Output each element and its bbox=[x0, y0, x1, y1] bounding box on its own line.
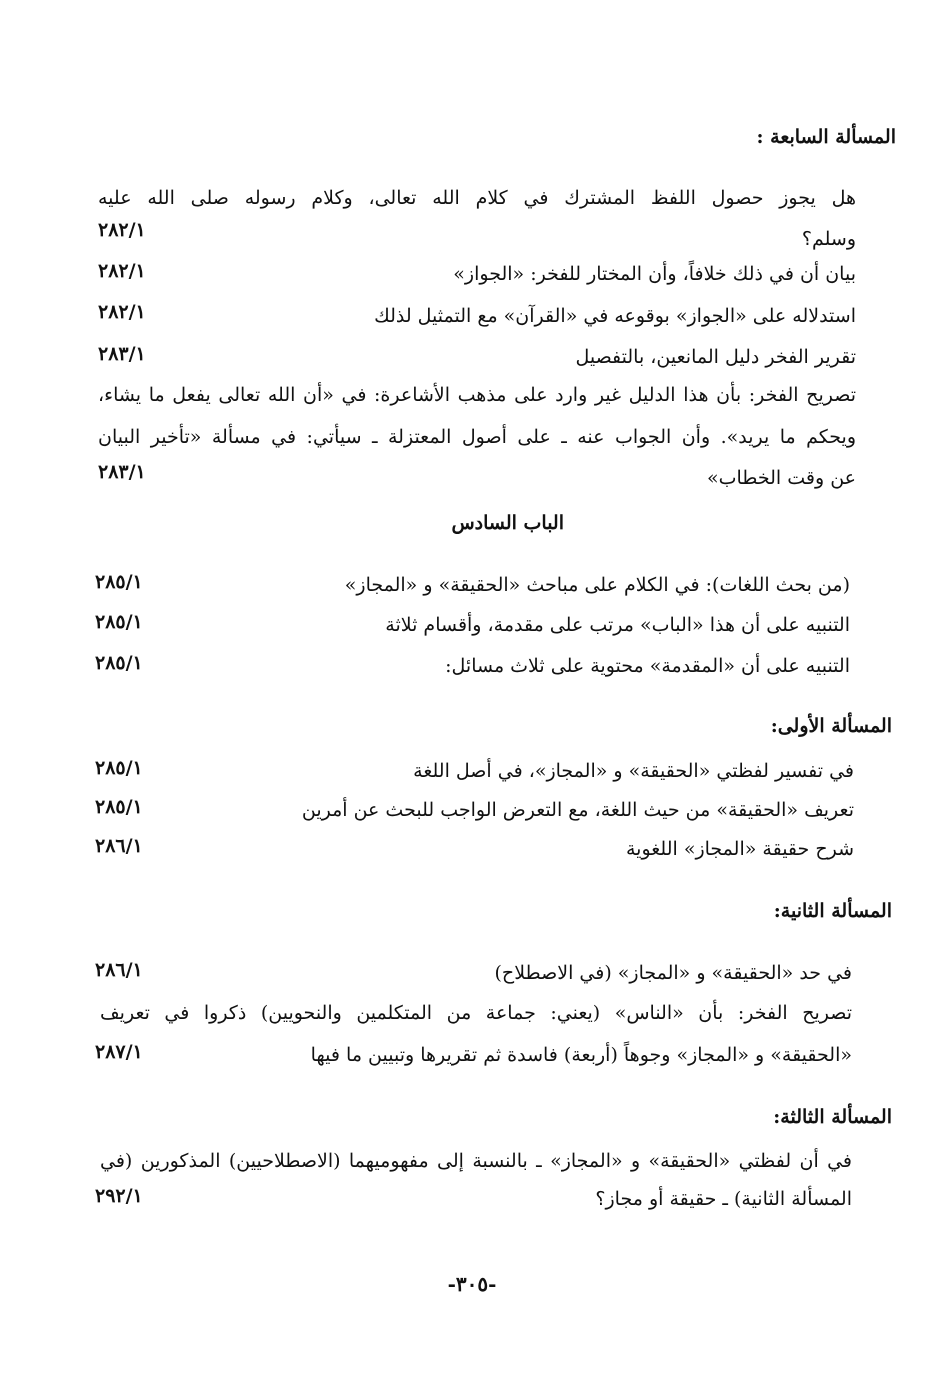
section-heading-first: المسألة الأولى: bbox=[770, 715, 892, 737]
page-number: -٣٠٥- bbox=[447, 1272, 497, 1296]
section-heading-seventh: المسألة السابعة : bbox=[756, 126, 896, 148]
page-reference: ٢٨٥/١ bbox=[95, 652, 143, 674]
page-reference: ٢٨٥/١ bbox=[95, 796, 143, 818]
entry-line: ويحكم ما يريد». وأن الجواب عنه ـ على أصول المعتزلة ـ سيأتي: في مسألة «تأخير البيان bbox=[98, 426, 856, 448]
entry-line: استدلاله على «الجواز» بوقوعه في «القرآن» مع التمثيل لذلك bbox=[374, 305, 856, 327]
entry-line: في أن لفظتي «الحقيقة» و «المجاز» ـ بالنسبة إلى مفهوميهما (الاصطلاحيين) المذكورين (في bbox=[100, 1150, 852, 1172]
entry-line: تصريح الفخر: بأن «الناس» (يعني: جماعة من المتكلمين والنحويين) ذكروا في تعريف bbox=[100, 1002, 852, 1024]
page-reference: ٢٩٢/١ bbox=[95, 1185, 143, 1207]
page-reference: ٢٨٥/١ bbox=[95, 757, 143, 779]
page-reference: ٢٨٢/١ bbox=[98, 260, 146, 282]
page-reference: ٢٨٥/١ bbox=[95, 571, 143, 593]
entry-line: (من بحث اللغات): في الكلام على مباحث «الحقيقة» و «المجاز» bbox=[344, 574, 850, 596]
entry-line: تصريح الفخر: بأن هذا الدليل غير وارد على مذهب الأشاعرة: في «أن الله تعالى يفعل ما يشاء، bbox=[98, 384, 856, 406]
chapter-title: الباب السادس bbox=[451, 512, 564, 534]
page-reference: ٢٨٥/١ bbox=[95, 611, 143, 633]
page-reference: ٢٨٢/١ bbox=[98, 301, 146, 323]
entry-line: تعريف «الحقيقة» من حيث اللغة، مع التعرض الواجب للبحث عن أمرين bbox=[301, 799, 854, 821]
entry-line: عن وقت الخطاب» bbox=[706, 467, 856, 489]
entry-line: بيان أن في ذلك خلافاً، وأن المختار للفخر: «الجواز» bbox=[453, 263, 856, 285]
entry-line: «الحقيقة» و «المجاز» وجوهاً (أربعة) فاسدة ثم تقريرها وتبيين ما فيها bbox=[310, 1044, 852, 1066]
entry-line: المسألة الثانية) ـ حقيقة أو مجاز؟ bbox=[595, 1188, 852, 1210]
entry-line: التنبيه على أن هذا «الباب» مرتب على مقدمة، وأقسام ثلاثة bbox=[385, 614, 850, 636]
entry-line: هل يجوز حصول اللفظ المشترك في كلام الله تعالى، وكلام رسوله صلى الله عليه bbox=[98, 187, 856, 209]
page-reference: ٢٨٦/١ bbox=[95, 835, 143, 857]
entry-line: شرح حقيقة «المجاز» اللغوية bbox=[625, 838, 854, 860]
entry-line: تقرير الفخر دليل المانعين، بالتفصيل bbox=[575, 346, 856, 368]
page-reference: ٢٨٣/١ bbox=[98, 343, 146, 365]
entry-line: التنبيه على أن «المقدمة» محتوية على ثلاث مسائل: bbox=[445, 655, 850, 677]
section-heading-second: المسألة الثانية: bbox=[773, 900, 892, 922]
page-reference: ٢٨٣/١ bbox=[98, 461, 146, 483]
page-reference: ٢٨٢/١ bbox=[98, 219, 146, 241]
entry-line: في تفسير لفظتي «الحقيقة» و «المجاز»، في أصل اللغة bbox=[413, 760, 854, 782]
page-reference: ٢٨٧/١ bbox=[95, 1041, 143, 1063]
page-reference: ٢٨٦/١ bbox=[95, 959, 143, 981]
entry-line: وسلم؟ bbox=[801, 228, 856, 250]
section-heading-third: المسألة الثالثة: bbox=[773, 1106, 892, 1128]
entry-line: في حد «الحقيقة» و «المجاز» (في الاصطلاح) bbox=[494, 962, 852, 984]
